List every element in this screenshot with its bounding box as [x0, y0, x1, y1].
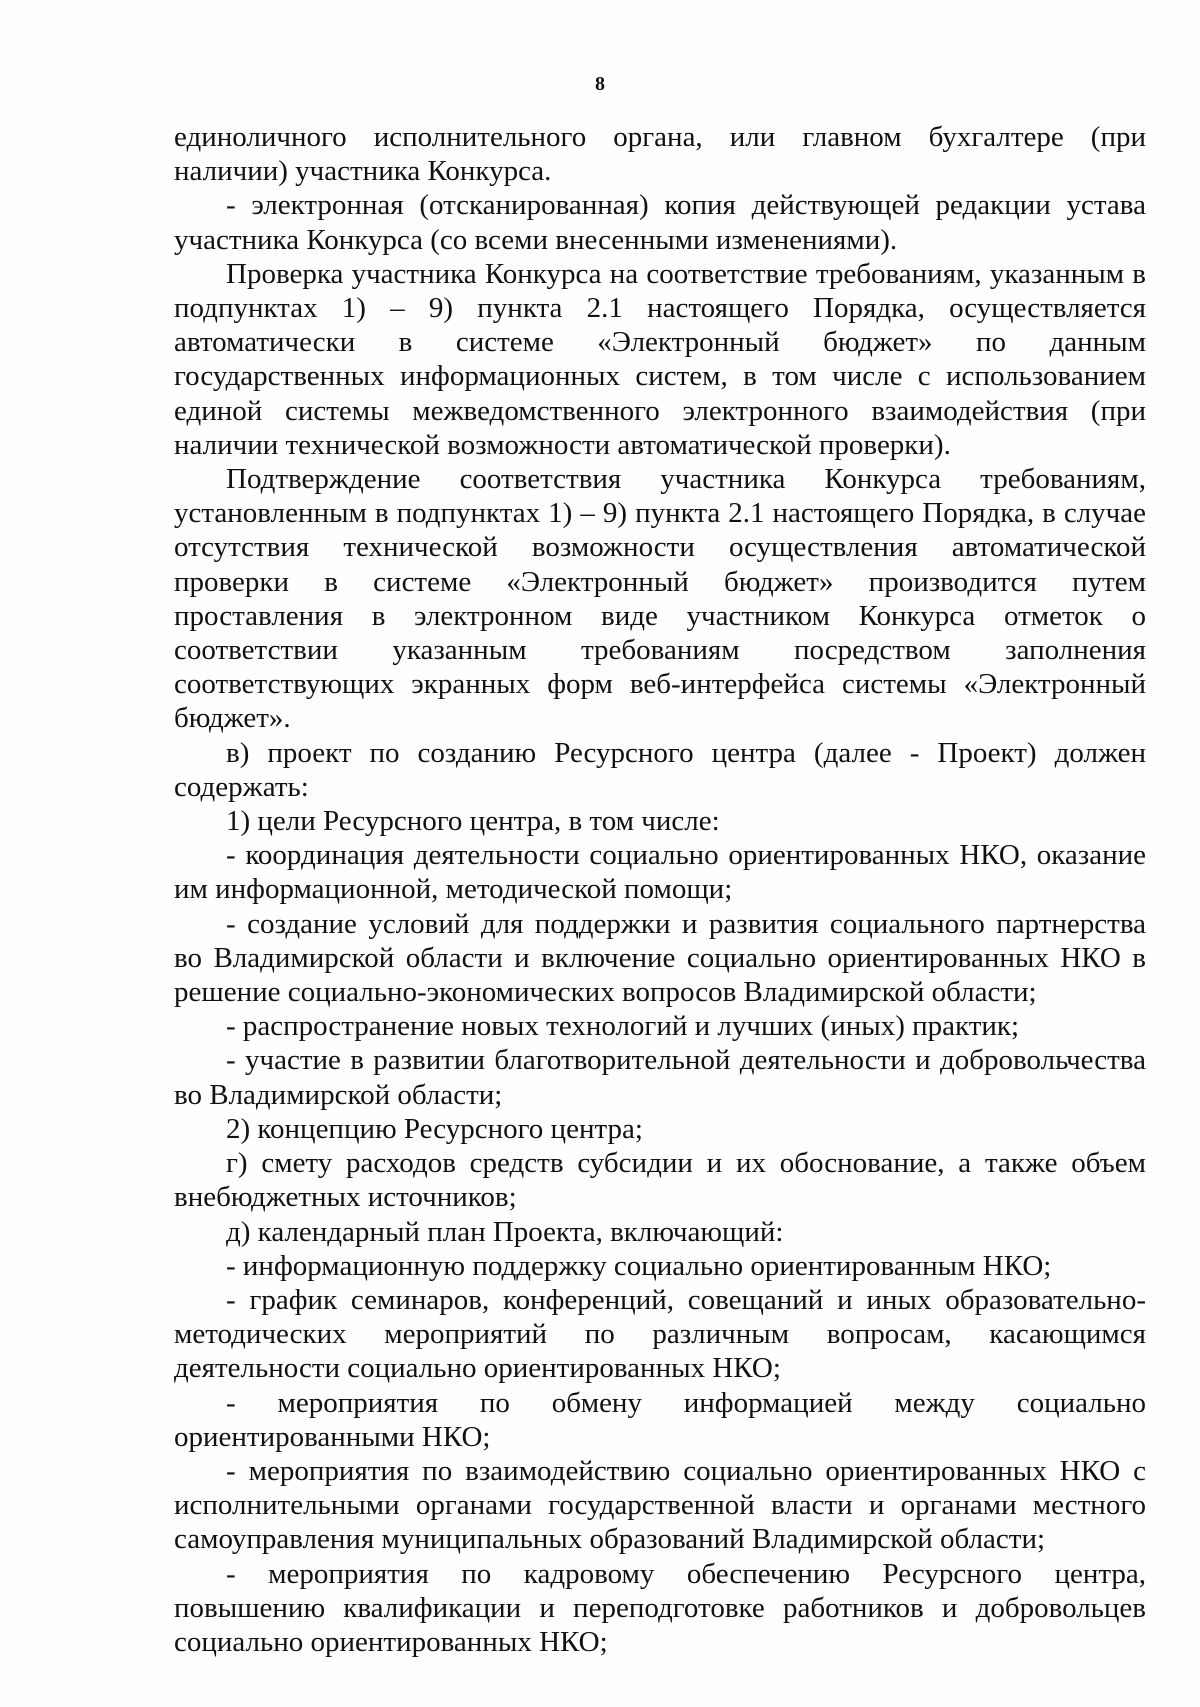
paragraph: - распространение новых технологий и лучших (иных) практик; — [226, 1010, 1020, 1043]
document-body — [174, 120, 1146, 1659]
paragraph: - мероприятия по обмену информацией между социально ориентированными НКО; — [174, 1386, 1146, 1453]
paragraph: единоличного исполнительного органа, или главном бухгалтере (при наличии) участника Конкурса. — [174, 121, 1146, 188]
paragraph: - мероприятия по кадровому обеспечению Ресурсного центра, повышению квалификации и переподготовке работников и добровольцев социально ориентированных НКО; — [174, 1557, 1146, 1658]
paragraph: г) смету расходов средств субсидии и их обоснование, а также объем внебюджетных источников; — [174, 1147, 1146, 1214]
paragraph: - график семинаров, конференций, совещаний и иных образовательно-методических мероприятий по различным вопросам, касающимся деятельности социально ориентированных НКО; — [174, 1283, 1146, 1385]
paragraph: - координация деятельности социально ориентированных НКО, оказание им информационной, методической помощи; — [174, 839, 1146, 906]
page-number: 8 — [595, 73, 605, 95]
paragraph: - информационную поддержку социально ориентированным НКО; — [226, 1249, 1052, 1282]
paragraph: 1) цели Ресурсного центра, в том числе: — [226, 805, 720, 838]
paragraph: - электронная (отсканированная) копия действующей редакции устава участника Конкурса (со всеми внесенными изменениями). — [174, 189, 1146, 256]
paragraph: - участие в развитии благотворительной деятельности и добровольчества во Владимирской области; — [174, 1044, 1146, 1111]
paragraph: Проверка участника Конкурса на соответствие требованиям, указанным в подпунктах 1) – 9) пункта 2.1 настоящего Порядка, осуществляется автоматически в системе «Электронный бюджет» по данным государственных информационных систем, в том числе с использованием единой системы межведомственного электронного взаимодействия (при наличии технической возможности автоматической проверки). — [174, 257, 1146, 461]
paragraph: - мероприятия по взаимодействию социально ориентированных НКО с исполнительными органами государственной власти и органами местного самоуправления муниципальных образований Владимирской области; — [174, 1454, 1146, 1556]
paragraph: 2) концепцию Ресурсного центра; — [226, 1112, 643, 1145]
paragraph: - создание условий для поддержки и развития социального партнерства во Владимирской области и включение социально ориентированных НКО в решение социально-экономических вопросов Владимирской области; — [174, 907, 1146, 1009]
paragraph: в) проект по созданию Ресурсного центра (далее - Проект) должен содержать: — [174, 736, 1146, 803]
paragraph: д) календарный план Проекта, включающий: — [226, 1215, 784, 1248]
paragraph: Подтверждение соответствия участника Конкурса требованиям, установленным в подпунктах 1) – 9) пункта 2.1 настоящего Порядка, в случае отсутствия технической возможности осуществления автоматической проверки в системе «Электронный бюджет» производится путем проставления в электронном виде участником Конкурса отметок о соответствии указанным требованиям посредством заполнения соответствующих экранных форм веб-интерфейса системы «Электронный бюджет». — [174, 463, 1146, 735]
